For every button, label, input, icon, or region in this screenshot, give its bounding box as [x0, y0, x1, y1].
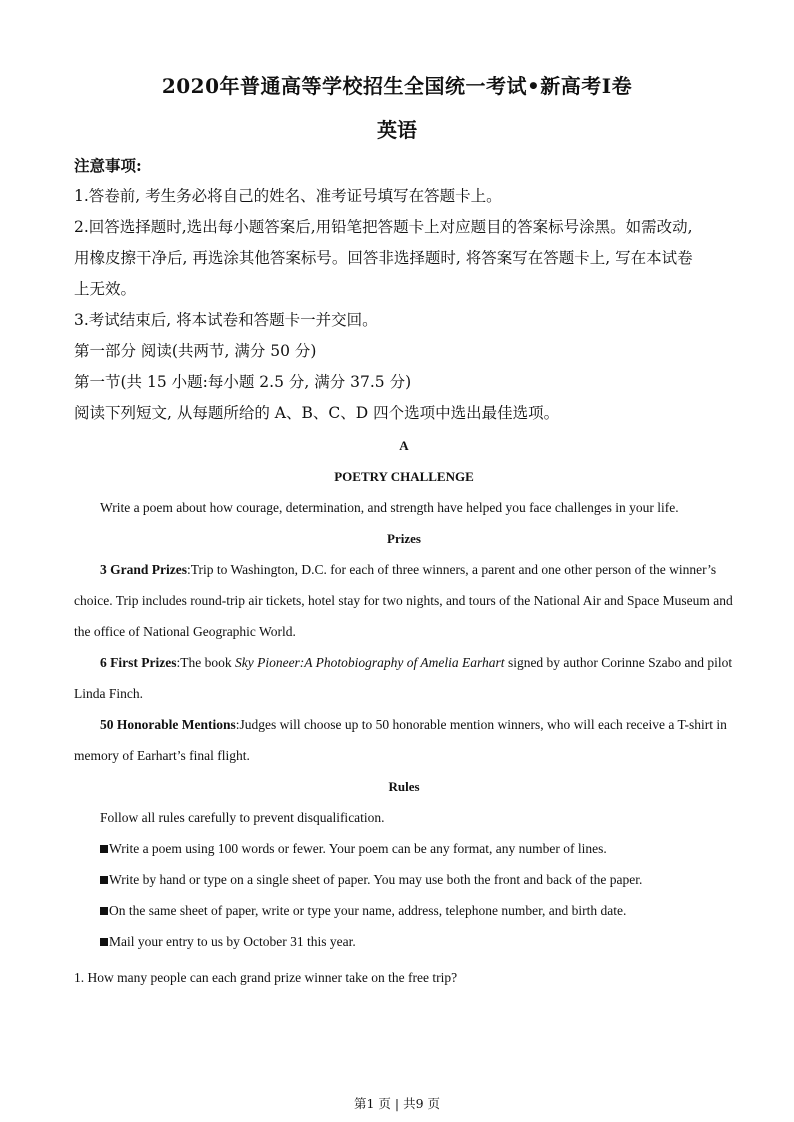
honorable-mentions-text: :Judges will choose up to 50 honorable mention winners, who will each receive a T-shirt in memory of Earhart’s final flight.: [74, 717, 727, 763]
note-item-2-line-1: 2.回答选择题时,选出每小题答案后,用铅笔把答题卡上对应题目的答案标号涂黑。如需改动,: [74, 218, 693, 236]
first-prizes-text-b: signed by author Corinne Szabo and pilot Linda Finch.: [74, 655, 733, 701]
grand-prizes-text: :Trip to Washington, D.C. for each of three winners, a parent and one other person of the winner’s choice. Trip includes round-trip air tickets, hotel stay for two nights, and tours of the National Air and Space Museum and the office of National Geographic World.: [74, 562, 733, 639]
square-bullet-icon: [100, 938, 108, 946]
rule-text: Mail your entry to us by October 31 this year.: [109, 934, 356, 949]
rules-intro: Follow all rules carefully to prevent disqualification.: [100, 810, 385, 825]
page-footer: 第1 页 | 共9 页: [353, 1096, 440, 1111]
exam-title: 2020年普通高等学校招生全国统一考试•新高考Ⅰ卷: [161, 74, 633, 98]
square-bullet-icon: [100, 876, 108, 884]
square-bullet-icon: [100, 845, 108, 853]
rule-item: [74, 864, 734, 895]
question-1: 1. How many people can each grand prize winner take on the free trip?: [74, 970, 458, 985]
rule-item: [74, 833, 734, 864]
note-item-1: 1.答卷前, 考生务必将自己的姓名、准考证号填写在答题卡上。: [74, 187, 502, 205]
rule-text: On the same sheet of paper, write or type your name, address, telephone number, and birth date.: [109, 903, 627, 918]
first-prizes-label: 6 First Prizes: [100, 655, 177, 670]
grand-prizes-paragraph: [74, 554, 734, 647]
first-prizes-text-a: :The book: [176, 655, 235, 670]
rule-item: [74, 926, 734, 957]
honorable-mentions-label: 50 Honorable Mentions: [100, 717, 236, 732]
note-item-2-line-3: 上无效。: [74, 280, 137, 298]
part-heading: 第一部分 阅读(共两节, 满分 50 分): [74, 342, 317, 360]
note-item-3: 3.考试结束后, 将本试卷和答题卡一并交回。: [74, 311, 378, 329]
prizes-heading: Prizes: [387, 531, 421, 546]
grand-prizes-label: 3 Grand Prizes: [100, 562, 187, 577]
rule-text: Write by hand or type on a single sheet of paper. You may use both the front and back of the paper.: [109, 872, 643, 887]
honorable-mentions-paragraph: [74, 709, 734, 771]
rule-item: [74, 895, 734, 926]
rule-text: Write a poem using 100 words or fewer. Your poem can be any format, any number of lines.: [109, 841, 607, 856]
rules-heading: Rules: [388, 779, 420, 794]
passage-intro: Write a poem about how courage, determination, and strength have helped you face challenges in your life.: [100, 500, 679, 515]
passage-title: POETRY CHALLENGE: [334, 469, 474, 484]
exam-notes: [74, 150, 734, 429]
passage-letter: A: [399, 438, 409, 453]
first-prizes-book-title: Sky Pioneer:A Photobiography of Amelia Earhart: [234, 655, 505, 670]
section-instruction: 阅读下列短文, 从每题所给的 A、B、C、D 四个选项中选出最佳选项。: [74, 404, 560, 422]
notes-heading: 注意事项:: [74, 156, 142, 175]
note-item-2-line-2: 用橡皮擦干净后, 再选涂其他答案标号。回答非选择题时, 将答案写在答题卡上, 写在本试卷: [74, 249, 693, 267]
first-prizes-paragraph: [74, 647, 734, 709]
subpart-heading: 第一节(共 15 小题:每小题 2.5 分, 满分 37.5 分): [74, 373, 412, 391]
subject-title: 英语: [377, 118, 417, 142]
square-bullet-icon: [100, 907, 108, 915]
passage-a: [74, 430, 734, 957]
